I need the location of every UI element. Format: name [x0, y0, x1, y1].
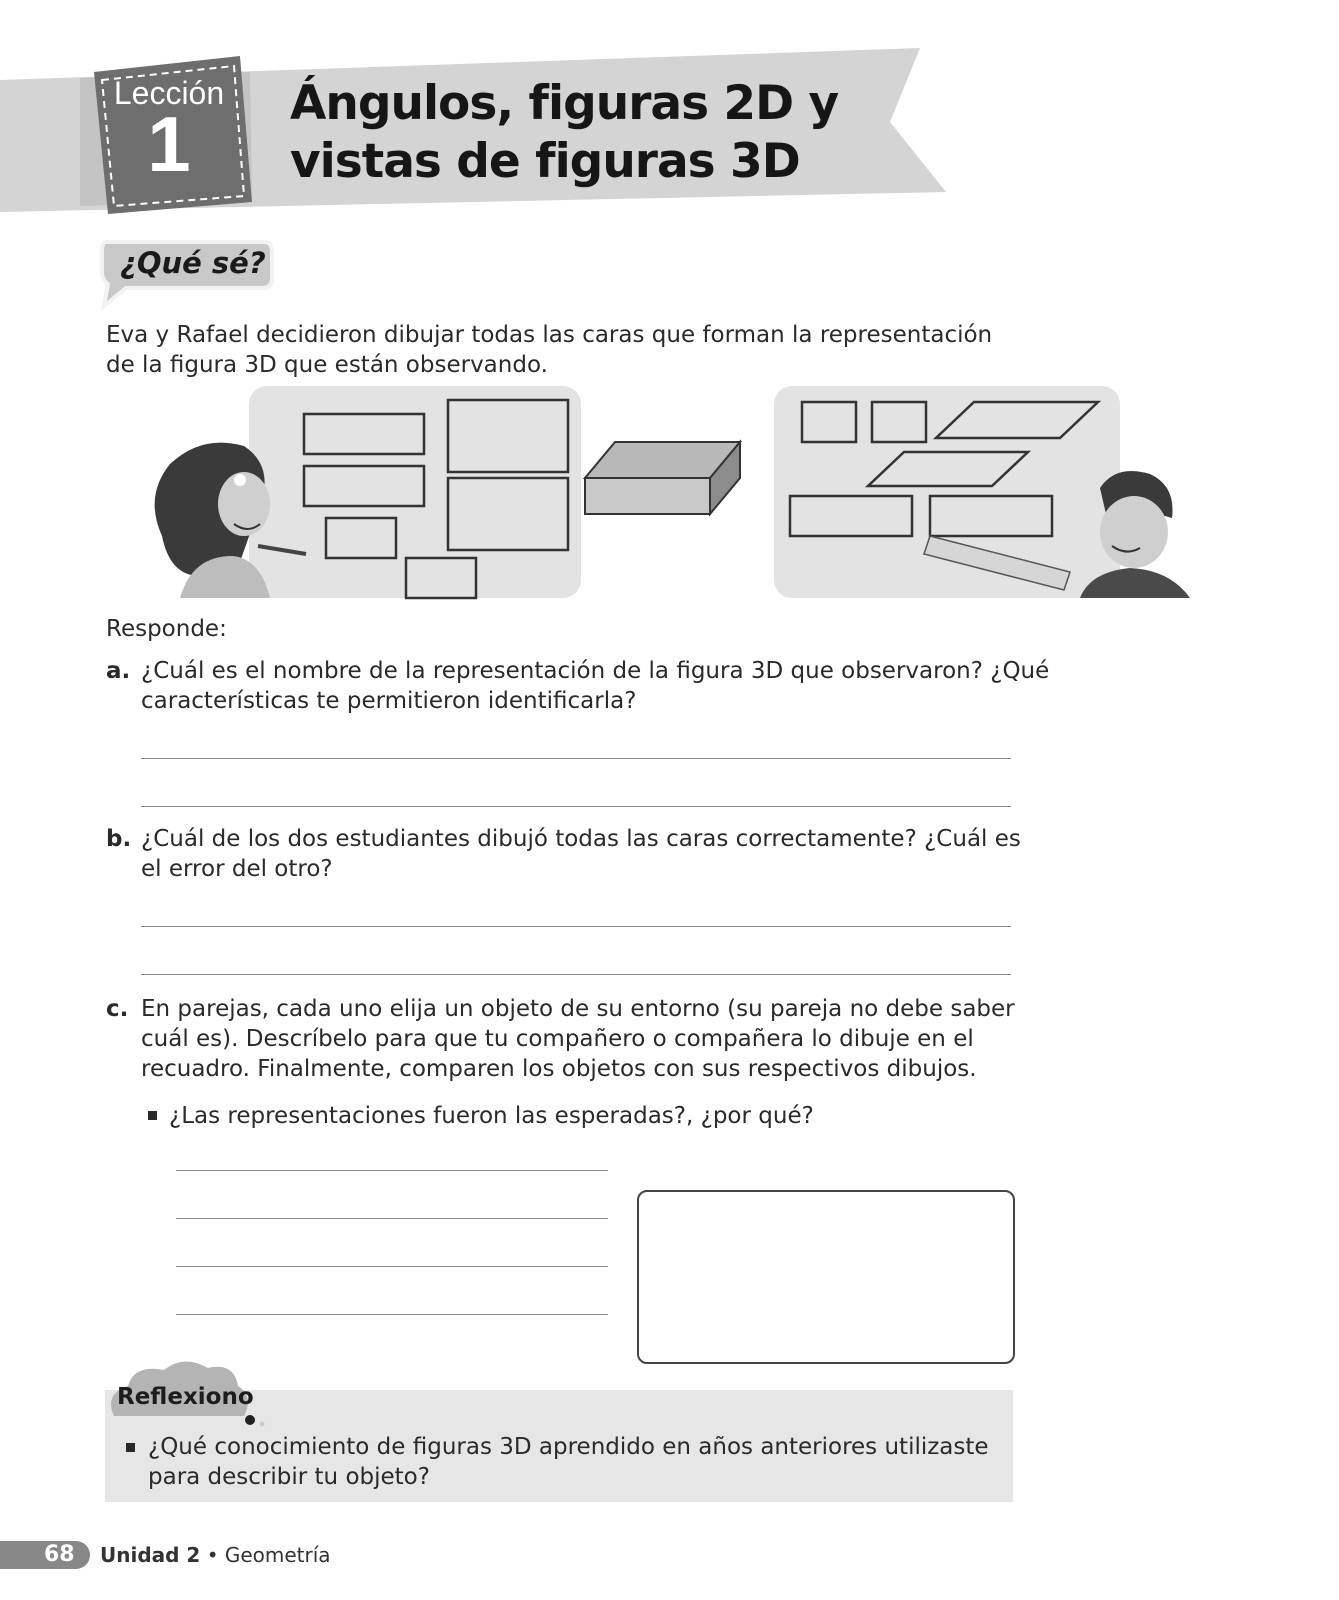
question-b-letter: b.	[106, 826, 132, 852]
question-c-letter: c.	[106, 996, 129, 1022]
footer-separator: •	[206, 1543, 219, 1567]
question-c-line1: En parejas, cada uno elija un objeto de su entorno (su pareja no debe saber	[141, 996, 1015, 1022]
answer-line[interactable]	[141, 806, 1011, 807]
answer-line[interactable]	[176, 1170, 608, 1171]
reflexiono-line2: para describir tu objeto?	[148, 1464, 430, 1490]
page-number: 68	[44, 1542, 75, 1567]
students-illustration	[140, 386, 1200, 606]
question-a-letter: a.	[106, 658, 131, 684]
answer-line[interactable]	[141, 974, 1011, 975]
intro-text: Eva y Rafael decidieron dibujar todas las caras que forman la representación de la figura 3D que están observando.	[106, 322, 993, 378]
responde-label: Responde:	[106, 616, 227, 642]
reflexiono-line1: ¿Qué conocimiento de figuras 3D aprendido en años anteriores utilizaste	[148, 1434, 989, 1460]
answer-line[interactable]	[176, 1218, 608, 1219]
question-a-line1: ¿Cuál es el nombre de la representación de la figura 3D que observaron? ¿Qué	[141, 658, 1050, 684]
question-b-line2: el error del otro?	[141, 856, 333, 882]
que-se-label: ¿Qué sé?	[120, 246, 266, 280]
lesson-number: 1	[147, 100, 191, 188]
question-c-line2: cuál es). Descríbelo para que tu compañero o compañera lo dibuje en el	[141, 1026, 974, 1052]
footer-subject: Geometría	[224, 1543, 331, 1567]
answer-line[interactable]	[176, 1266, 608, 1267]
lesson-label: Lección	[113, 75, 225, 111]
question-c-bullet: ¿Las representaciones fueron las esperadas?, ¿por qué?	[169, 1103, 814, 1129]
bullet-icon	[148, 1111, 157, 1120]
footer-unit-label: Unidad 2	[100, 1543, 201, 1567]
answer-line[interactable]	[141, 926, 1011, 927]
lesson-title-line2: vistas de figuras 3D	[290, 134, 800, 189]
question-c-line3: recuadro. Finalmente, comparen los objetos con sus respectivos dibujos.	[141, 1056, 977, 1082]
footer-unit	[100, 1543, 331, 1567]
lesson-title-line1: Ángulos, figuras 2D y	[290, 76, 839, 131]
answer-line[interactable]	[176, 1314, 608, 1315]
question-b-line1: ¿Cuál de los dos estudiantes dibujó todas las caras correctamente? ¿Cuál es	[141, 826, 1021, 852]
reflexiono-label: Reflexiono	[117, 1384, 254, 1410]
drawing-box[interactable]	[637, 1190, 1015, 1364]
bullet-icon	[126, 1443, 135, 1452]
answer-line[interactable]	[141, 758, 1011, 759]
question-a-line2: características te permitieron identificarla?	[141, 688, 637, 714]
